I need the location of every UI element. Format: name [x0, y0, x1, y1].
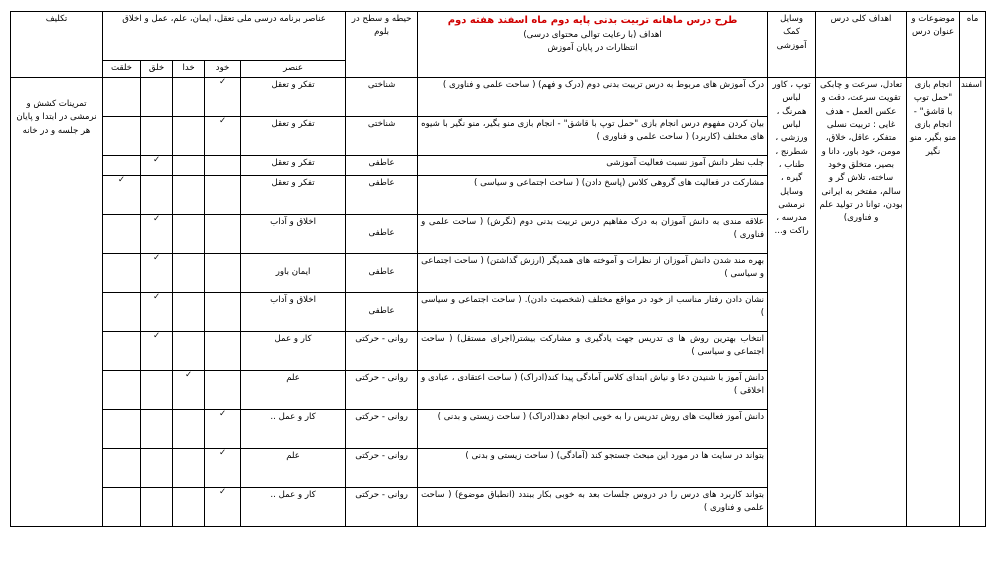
- nature-check: [103, 176, 141, 215]
- creation-check: [141, 156, 173, 176]
- self-check: [205, 488, 241, 527]
- header-national-curriculum: عناصر برنامه درسی ملی تعقل، ایمان، علم، عمل و اخلاق: [103, 12, 346, 61]
- god-check: [173, 156, 205, 176]
- nature-check: [103, 488, 141, 527]
- element-cell: اخلاق و آداب: [241, 215, 346, 254]
- god-check: [173, 371, 205, 410]
- nature-check: [103, 215, 141, 254]
- domain-cell: عاطفی: [346, 176, 418, 215]
- checkmark-icon: ✓: [117, 175, 126, 185]
- domain-cell: شناختی: [346, 117, 418, 156]
- objective-cell: بتواند کاربرد های درس را در دروس جلسات بعد به خوبی بکار ببندد (انطباق موضوع) ( ساحت علمی و فناوری ): [418, 488, 768, 527]
- element-cell: علم: [241, 449, 346, 488]
- checkmark-icon: ✓: [218, 487, 227, 497]
- nature-check: [103, 449, 141, 488]
- domain-cell: روانی - حرکتی: [346, 332, 418, 371]
- domain-cell: عاطفی: [346, 293, 418, 332]
- god-check: [173, 117, 205, 156]
- objective-cell: مشارکت در فعالیت های گروهی کلاس (پاسخ دادن) ( ساحت اجتماعی و سیاسی ): [418, 176, 768, 215]
- header-homework: تکلیف: [11, 12, 103, 78]
- domain-cell: روانی - حرکتی: [346, 410, 418, 449]
- nature-check: [103, 371, 141, 410]
- nature-check: [103, 332, 141, 371]
- objective-cell: جلب نظر دانش آموز نسبت فعالیت آموزشی: [418, 156, 768, 176]
- header-self: خود: [205, 61, 241, 78]
- plan-title: طرح درس ماهانه تربیت بدنی پایه دوم ماه اسفند هفته دوم: [447, 15, 738, 26]
- god-check: [173, 449, 205, 488]
- element-cell: اخلاق و آداب: [241, 293, 346, 332]
- god-check: [173, 410, 205, 449]
- creation-check: [141, 254, 173, 293]
- self-check: [205, 449, 241, 488]
- checkmark-icon: ✓: [218, 77, 227, 87]
- element-cell: ایمان باور: [241, 254, 346, 293]
- god-check: [173, 176, 205, 215]
- objective-cell: بتواند در سایت ها در مورد این مبحث جستجو کند (آمادگی) ( ساحت زیستی و بدنی ): [418, 449, 768, 488]
- objective-cell: علاقه مندی به دانش آموزان به درک مفاهیم درس تربیت بدنی دوم (نگرش) ( ساحت علمی و فناوری ): [418, 215, 768, 254]
- self-check: [205, 117, 241, 156]
- objective-cell: نشان دادن رفتار مناسب از خود در مواقع مختلف (شخصیت دادن). ( ساحت اجتماعی و سیاسی ): [418, 293, 768, 332]
- header-month: ماه: [960, 12, 986, 78]
- element-cell: تفکر و تعقل: [241, 78, 346, 117]
- objective-cell: بهره مند شدن دانش آموزان از نظرات و آموخته های همدیگر (ارزش گذاشتن) ( ساحت اجتماعی و سیاسی ): [418, 254, 768, 293]
- domain-cell: عاطفی: [346, 156, 418, 176]
- header-goals: اهداف کلی درس: [816, 12, 907, 78]
- element-cell: کار و عمل ..: [241, 410, 346, 449]
- self-check: [205, 78, 241, 117]
- god-check: [173, 293, 205, 332]
- god-check: [173, 488, 205, 527]
- god-check: [173, 78, 205, 117]
- creation-check: [141, 176, 173, 215]
- objective-cell: بیان کردن مفهوم درس انجام بازی "حمل توپ با قاشق" - انجام بازی منو بگیر، منو نگیر با شیوه های مختلف (کاربرد) ( ساحت علمی و فناوری ): [418, 117, 768, 156]
- lesson-plan-table: [10, 11, 986, 527]
- creation-check: [141, 410, 173, 449]
- header-objectives: [418, 12, 768, 78]
- header-nature: خلقت: [103, 61, 141, 78]
- creation-check: [141, 293, 173, 332]
- header-element: عنصر: [241, 61, 346, 78]
- checkmark-icon: ✓: [152, 253, 161, 263]
- tools-cell: توپ ، کاور لباس همرنگ ، لباس ورزشی ، شطرنج ، طناب ، گیره ، وسایل نرمشی مدرسه ، راکت و...: [768, 78, 816, 527]
- creation-check: [141, 488, 173, 527]
- creation-check: [141, 215, 173, 254]
- creation-check: [141, 332, 173, 371]
- element-cell: کار و عمل: [241, 332, 346, 371]
- goals-cell: تعادل، سرعت و چابکی تقویت سرعت، دقت و عکس العمل - هدف غایی : تربیت نسلی متفکر، عاقل، خلاق، مومن، خود باور، دانا و بصیر، متخلق وخود ساخته، تلاش گر و سالم، مفتخر به ایرانی بودن، توانا در تولید علم و فناوری): [816, 78, 907, 527]
- self-check: [205, 371, 241, 410]
- self-check: [205, 332, 241, 371]
- checkmark-icon: ✓: [152, 292, 161, 302]
- element-cell: تفکر و تعقل: [241, 156, 346, 176]
- creation-check: [141, 78, 173, 117]
- self-check: [205, 254, 241, 293]
- nature-check: [103, 410, 141, 449]
- element-cell: تفکر و تعقل: [241, 176, 346, 215]
- nature-check: [103, 293, 141, 332]
- domain-cell: عاطفی: [346, 254, 418, 293]
- checkmark-icon: ✓: [218, 409, 227, 419]
- topic-cell: انجام بازی "حمل توپ با قاشق" - انجام بازی منو بگیر، منو نگیر: [907, 78, 960, 527]
- self-check: [205, 293, 241, 332]
- nature-check: [103, 254, 141, 293]
- element-cell: علم: [241, 371, 346, 410]
- element-cell: تفکر و تعقل: [241, 117, 346, 156]
- homework-cell: تمرینات کشش و نرمشی در ابتدا و پایان هر جلسه و در خانه: [11, 78, 103, 527]
- domain-cell: روانی - حرکتی: [346, 449, 418, 488]
- creation-check: [141, 117, 173, 156]
- element-cell: کار و عمل ..: [241, 488, 346, 527]
- self-check: [205, 176, 241, 215]
- header-god: خدا: [173, 61, 205, 78]
- objective-cell: دانش آموز فعالیت های روش تدریس را به خوبی انجام دهد(ادراک) ( ساحت زیستی و بدنی ): [418, 410, 768, 449]
- header-tools: وسایل کمک آموزشی: [768, 12, 816, 78]
- god-check: [173, 332, 205, 371]
- header-domain: حیطه و سطح در بلوم: [346, 12, 418, 78]
- checkmark-icon: ✓: [218, 448, 227, 458]
- domain-cell: عاطفی: [346, 215, 418, 254]
- nature-check: [103, 156, 141, 176]
- god-check: [173, 215, 205, 254]
- checkmark-icon: ✓: [152, 331, 161, 341]
- checkmark-icon: ✓: [218, 116, 227, 126]
- nature-check: [103, 117, 141, 156]
- domain-cell: شناختی: [346, 78, 418, 117]
- checkmark-icon: ✓: [152, 155, 161, 165]
- domain-cell: روانی - حرکتی: [346, 488, 418, 527]
- creation-check: [141, 371, 173, 410]
- self-check: [205, 410, 241, 449]
- header-objectives-sub: اهداف (با رعایت توالی محتوای درسی): [523, 29, 662, 40]
- self-check: [205, 215, 241, 254]
- nature-check: [103, 78, 141, 117]
- checkmark-icon: ✓: [184, 370, 193, 380]
- month-cell: اسفند: [960, 78, 986, 527]
- creation-check: [141, 449, 173, 488]
- objective-cell: درک آموزش های مربوط به درس تربیت بدنی دوم (درک و فهم) ( ساحت علمی و فناوری ): [418, 78, 768, 117]
- objective-cell: دانش آموز با شنیدن دعا و نیاش ابتدای کلاس آمادگی پیدا کند(ادراک) ( ساحت اعتقادی ، عبادی و اخلاقی ): [418, 371, 768, 410]
- header-creation: خلق: [141, 61, 173, 78]
- checkmark-icon: ✓: [152, 214, 161, 224]
- domain-cell: روانی - حرکتی: [346, 371, 418, 410]
- self-check: [205, 156, 241, 176]
- header-expectations: انتظارات در پایان آموزش: [547, 42, 638, 53]
- objective-cell: انتخاب بهترین روش ها ی تدریس جهت یادگیری و مشارکت بیشتر(اجرای مستقل) ( ساحت اجتماعی و سیاسی ): [418, 332, 768, 371]
- god-check: [173, 254, 205, 293]
- header-topic: موضوعات و عنوان درس: [907, 12, 960, 78]
